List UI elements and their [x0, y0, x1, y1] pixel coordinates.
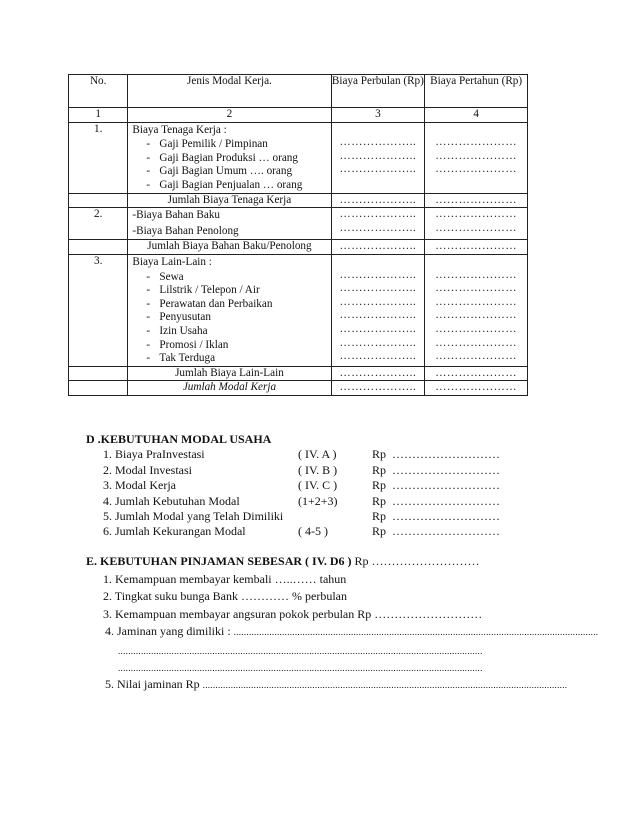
blank-field: ………………..: [339, 149, 417, 162]
list-item: 3. Kemampuan membayar angsuran pokok perbulan Rp ………………………: [103, 606, 483, 621]
working-capital-table: [68, 74, 528, 396]
blank-field: ………………..: [339, 136, 417, 149]
blank-field: …………………: [435, 208, 518, 221]
list-item: - Gaji Pemilik / Pimpinan: [146, 138, 268, 151]
row-month-values: [331, 254, 425, 366]
list-item: - Promosi / Iklan: [146, 338, 229, 351]
row-year-values: [425, 122, 528, 193]
blank-field: ………………..: [339, 208, 417, 221]
blank-field: ………………..: [339, 295, 417, 308]
blank-field: …………………: [435, 350, 518, 363]
list-item: - Tak Terduga: [146, 352, 216, 365]
list-item: - Gaji Bagian Penjualan … orang: [146, 178, 303, 191]
blank-field: …………………: [435, 136, 518, 149]
blank-field: ………………..: [339, 221, 417, 234]
list-item: 6. Jumlah Kekurangan Modal ( 4-5 ) Rp ………………………: [103, 524, 500, 539]
row-no: 1.: [69, 122, 128, 193]
list-item: - Gaji Bagian Produksi … orang: [146, 151, 298, 164]
list-item: - Lilstrik / Telepon / Air: [146, 284, 260, 297]
list-item: 4. Jaminan yang dimiliki : ...............................................................................................................................................: [105, 624, 599, 639]
table-row-total1: [69, 193, 528, 208]
blank-field: …………………: [425, 240, 528, 255]
row-no: 2.: [69, 208, 128, 240]
blank-field: …………………: [435, 295, 518, 308]
list-item: 2. Modal Investasi ( IV. B ) Rp ………………………: [103, 462, 500, 477]
blank-field: …………………: [425, 193, 528, 208]
subtotal-label: Jumlah Biaya Lain-Lain: [128, 366, 331, 381]
row-items: [128, 208, 331, 240]
blank-field: ………………..: [339, 282, 417, 295]
blank-field: …………………: [435, 336, 518, 349]
blank-field: …………………: [435, 282, 518, 295]
list-item: 5. Jumlah Modal yang Telah Dimiliki Rp ………………………: [103, 508, 500, 523]
list-item: -Biaya Bahan Baku: [132, 209, 221, 222]
header-jenis: Jenis Modal Kerja.: [128, 75, 331, 108]
blank-field: ………………..: [331, 240, 425, 255]
subtotal-label: Jumlah Biaya Tenaga Kerja: [128, 193, 331, 208]
blank-field: ………………..: [339, 322, 417, 335]
blank-field: ………………..: [331, 381, 425, 396]
blank-field: …………………: [435, 163, 518, 176]
blank-field: …………………: [435, 322, 518, 335]
column-number-row: [69, 108, 528, 123]
header-no: No.: [69, 75, 128, 108]
blank-field: ………………..: [339, 309, 417, 322]
blank-field: ………………..: [339, 163, 417, 176]
row-year-values: [425, 208, 528, 240]
row-year-values: [425, 254, 528, 366]
list-item: 4. Jumlah Kebutuhan Modal (1+2+3) Rp ………………………: [103, 493, 500, 508]
blank-field: ………………..: [339, 350, 417, 363]
list-item: - Perawatan dan Perbaikan: [146, 297, 273, 310]
header-perbulan: Biaya Perbulan (Rp): [331, 75, 425, 108]
blank-line: ...............................................................................................................................................: [118, 662, 483, 673]
blank-field: ………………..: [331, 366, 425, 381]
row-items: [128, 254, 331, 366]
col-number: 1: [69, 108, 128, 123]
table-row-group2: [69, 208, 528, 240]
section-capital-needs: [86, 432, 556, 540]
blank-field: …………………: [425, 366, 528, 381]
list-item: 5. Nilai jaminan Rp ...............................................................................................................................................: [105, 676, 568, 691]
table-row-total3: [69, 366, 528, 381]
group-title: Biaya Tenaga Kerja :: [132, 123, 227, 136]
subtotal-label: Jumlah Biaya Bahan Baku/Penolong: [128, 240, 331, 255]
group-title: Biaya Lain-Lain :: [132, 255, 212, 268]
blank-field: ………………..: [339, 268, 417, 281]
col-number: 4: [425, 108, 528, 123]
list-item: 3. Modal Kerja ( IV. C ) Rp ………………………: [103, 478, 500, 493]
blank-field: ………………..: [339, 336, 417, 349]
row-items: [128, 122, 331, 193]
list-item: - Sewa: [146, 270, 184, 283]
list-item: 1. Biaya PraInvestasi ( IV. A ) Rp ………………………: [103, 447, 500, 462]
list-item: - Gaji Bagian Umum …. orang: [146, 165, 293, 178]
blank-field: …………………: [435, 268, 518, 281]
list-item: 1. Kemampuan membayar kembali …..…… tahun: [103, 571, 347, 586]
blank-field: …………………: [435, 149, 518, 162]
list-item: - Penyusutan: [146, 311, 211, 324]
header-pertahun: Biaya Pertahun (Rp): [425, 75, 528, 108]
col-number: 3: [331, 108, 425, 123]
row-month-values: [331, 122, 425, 193]
blank-field: ………………..: [331, 193, 425, 208]
blank-field: …………………: [425, 381, 528, 396]
row-month-values: [331, 208, 425, 240]
table-header-row: [69, 75, 528, 108]
section-loan-needs: [86, 553, 599, 695]
list-item: -Biaya Bahan Penolong: [132, 224, 239, 237]
section-title: E. KEBUTUHAN PINJAMAN SEBESAR ( IV. D6 ) Rp ………………………: [86, 554, 480, 568]
blank-line: ...............................................................................................................................................: [118, 645, 483, 656]
blank-field: …………………: [435, 221, 518, 234]
list-item: 2. Tingkat suku bunga Bank ………… % perbulan: [103, 589, 347, 604]
table-row-group3: [69, 254, 528, 366]
table-row-grand-total: [69, 381, 528, 396]
section-title: D .KEBUTUHAN MODAL USAHA: [86, 432, 272, 446]
col-number: 2: [128, 108, 331, 123]
table-row-total2: [69, 240, 528, 255]
grand-total-label: Jumlah Modal Kerja: [128, 381, 331, 396]
list-item: - Izin Usaha: [146, 324, 208, 337]
row-no: 3.: [69, 254, 128, 366]
blank-field: …………………: [435, 309, 518, 322]
table-row-group1: [69, 122, 528, 193]
